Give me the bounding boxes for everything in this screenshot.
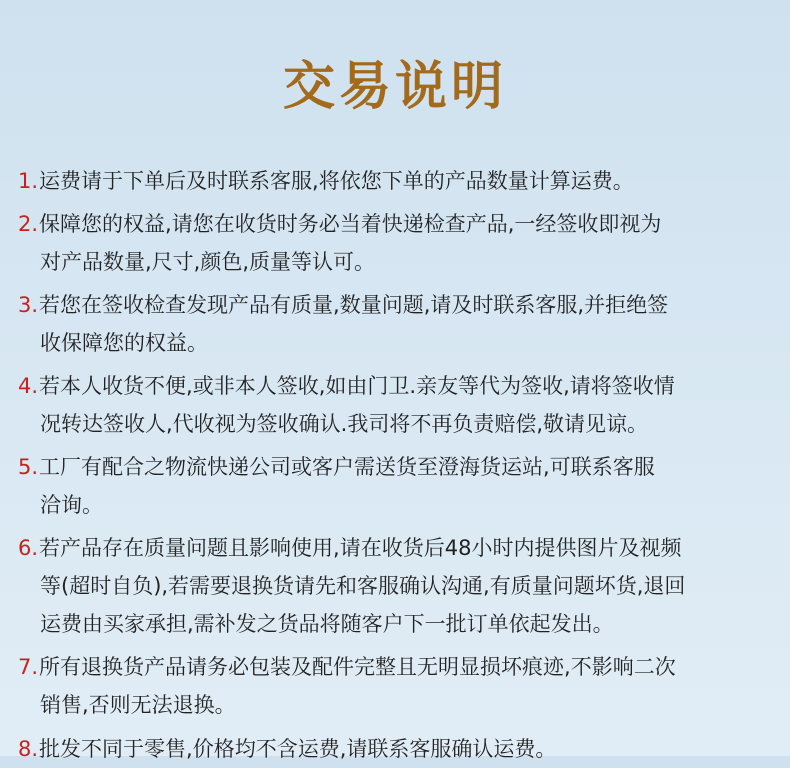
rule-line-continued: 况转达签收人,代收视为签收确认.我司将不再负责赔偿,敬请见谅。 [40, 412, 649, 436]
rule-text: 若您在签收检查发现产品有质量,数量问题,请及时联系客服,并拒绝签 [39, 293, 669, 317]
rules-list [18, 162, 778, 768]
rule-text: 所有退换货产品请务必包装及配件完整且无明显损坏痕迹,不影响二次 [39, 655, 676, 679]
rule-line-continued: 洽询。 [40, 493, 103, 517]
rule-line-continued: 销售,否则无法退换。 [40, 693, 236, 717]
rule-line-continued: 对产品数量,尺寸,颜色,质量等认可。 [40, 250, 376, 274]
rule-line [18, 448, 778, 486]
rule-line-continued: 等(超时自负),若需要退换货请先和客服确认沟通,有质量问题坏货,退回 [40, 574, 686, 598]
rule-line [18, 367, 778, 405]
rule-text: 若产品存在质量问题且影响使用,请在收货后48小时内提供图片及视频 [39, 536, 682, 560]
rule-text: 若本人收货不便,或非本人签收,如由门卫.亲友等代为签收,请将签收情 [39, 374, 675, 398]
rule-item-8 [18, 730, 778, 768]
rule-line [18, 529, 778, 567]
rule-item-4 [18, 367, 778, 443]
rule-line [18, 648, 778, 686]
rule-item-3 [18, 286, 778, 362]
rule-number: 6. [18, 536, 39, 560]
rule-item-6 [18, 529, 778, 643]
rule-item-5 [18, 448, 778, 524]
rule-line [18, 286, 778, 324]
rule-number: 2. [18, 212, 39, 236]
rule-number: 4. [18, 374, 39, 398]
rule-line-continued: 收保障您的权益。 [40, 331, 208, 355]
rule-item-7 [18, 648, 778, 724]
rule-line-continued: 运费由买家承担,需补发之货品将随客户下一批订单依起发出。 [40, 612, 614, 636]
rule-line [18, 205, 778, 243]
rule-number: 7. [18, 655, 39, 679]
page-title: 交易说明 [282, 57, 507, 117]
rule-text: 工厂有配合之物流快递公司或客户需送货至澄海货运站,可联系客服 [39, 455, 655, 479]
rule-number: 3. [18, 293, 39, 317]
rule-text: 批发不同于零售,价格均不含运费,请联系客服确认运费。 [39, 737, 557, 761]
rule-number: 1. [18, 169, 39, 193]
rule-line [18, 162, 778, 200]
rule-item-2 [18, 205, 778, 281]
rule-item-1 [18, 162, 778, 200]
rule-number: 5. [18, 455, 39, 479]
rule-number: 8. [18, 737, 39, 761]
rule-text: 保障您的权益,请您在收货时务必当着快递检查产品,一经签收即视为 [39, 212, 662, 236]
rule-line [18, 730, 778, 768]
rule-text: 运费请于下单后及时联系客服,将依您下单的产品数量计算运费。 [39, 169, 634, 193]
